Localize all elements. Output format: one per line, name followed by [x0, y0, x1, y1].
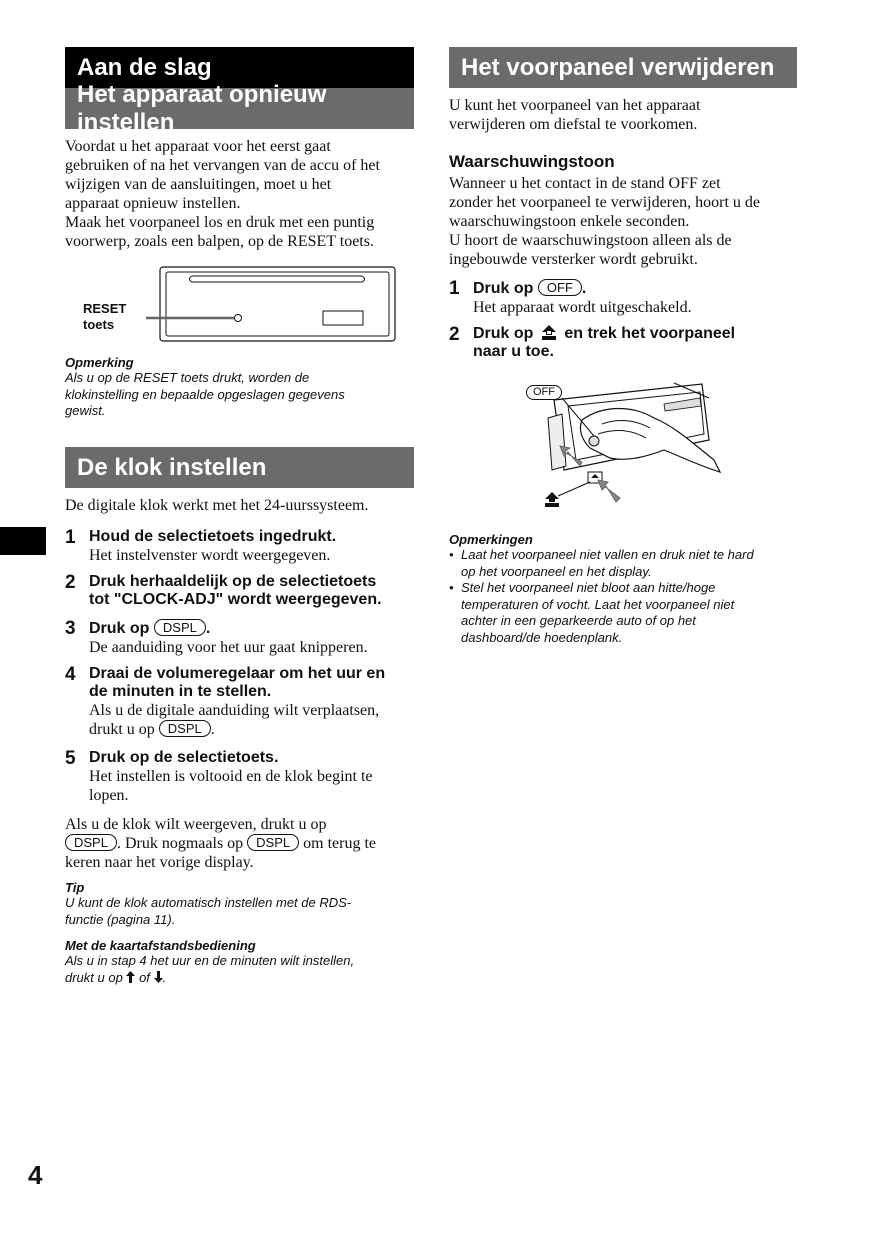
dspl-key: DSPL	[65, 834, 117, 851]
note-bullet-item	[449, 547, 809, 580]
step-number: 5	[65, 748, 76, 769]
step-title	[89, 619, 368, 638]
note-line: temperaturen of vocht. Laat het voorpaneel niet	[461, 596, 735, 612]
text-line: waarschuwingstoon enkele seconden.	[449, 213, 690, 230]
section-header-clock	[65, 447, 414, 488]
step-number: 2	[65, 572, 76, 593]
remote-note	[65, 938, 425, 986]
note-line: U kunt de klok automatisch instellen met de RDS-	[65, 895, 352, 910]
step-number: 3	[65, 618, 76, 639]
punct: .	[210, 721, 215, 738]
punct: .	[205, 620, 211, 637]
note-line	[65, 970, 425, 987]
note-bullet-item	[449, 580, 809, 646]
step-title: Draai de volumeregelaar om het uur en	[89, 665, 386, 682]
warning-heading: Waarschuwingstoon	[449, 152, 615, 171]
note-heading: Tip	[65, 880, 85, 895]
step-body: lopen.	[89, 787, 129, 804]
step-body: Het instellen is voltooid en de klok begint te	[89, 768, 373, 785]
off-key: OFF	[538, 279, 582, 296]
bullet-dot: •	[449, 547, 454, 562]
note-text: of	[139, 969, 150, 985]
text-line: wijzigen van de aansluitingen, moet u het	[65, 176, 332, 193]
reset-figure-label	[83, 301, 126, 333]
off-key: OFF	[526, 385, 562, 400]
remove-step-1	[449, 279, 692, 317]
tip-note	[65, 880, 425, 928]
note-line: Laat het voorpaneel niet vallen en druk niet te hard	[461, 547, 754, 562]
bullet-dot: •	[449, 580, 454, 595]
release-icon	[541, 325, 557, 340]
remove-step-2	[449, 325, 735, 361]
step-title	[473, 325, 735, 343]
arrow-down-icon	[154, 971, 163, 983]
note-line: Als u op de RESET toets drukt, worden de	[65, 370, 310, 385]
note-line: gewist.	[65, 403, 106, 418]
step-body: Het apparaat wordt uitgeschakeld.	[473, 299, 692, 316]
dspl-key: DSPL	[154, 619, 206, 636]
figure-off-key	[526, 383, 562, 401]
step-title-text: Druk op	[473, 280, 534, 297]
section-header-text: Aan de slag	[77, 53, 212, 81]
text-span: . Druk nogmaals op	[116, 835, 244, 852]
step-body: Als u de digitale aanduiding wilt verplaatsen,	[89, 702, 380, 719]
text-line: verwijderen om diefstal te voorkomen.	[449, 116, 698, 133]
step-title	[473, 279, 692, 298]
note-line: klokinstelling en bepaalde opgeslagen gegevens	[65, 386, 345, 402]
warning-text	[449, 174, 809, 269]
step-number: 1	[449, 278, 460, 299]
clock-display-paragraph	[65, 815, 425, 872]
step-body-text: drukt u op	[89, 721, 155, 738]
note-line: Stel het voorpaneel niet bloot aan hitte/hoge	[461, 580, 716, 595]
text-span: om terug te	[303, 835, 377, 852]
dspl-key: DSPL	[159, 720, 211, 737]
remove-intro	[449, 96, 809, 134]
step-title: tot "CLOCK-ADJ" wordt weergegeven.	[89, 591, 382, 608]
section-header-text: Het voorpaneel verwijderen	[461, 53, 775, 81]
clock-step-3	[65, 619, 368, 657]
remove-notes	[449, 532, 809, 646]
step-body: De aanduiding voor het uur gaat knipperen.	[89, 639, 368, 656]
step-title-text: Druk op	[89, 620, 150, 637]
text-line: Maak het voorpaneel los en druk met een puntig	[65, 214, 375, 231]
clock-step-4	[65, 665, 385, 739]
step-body	[89, 720, 385, 739]
text-line: U kunt het voorpaneel van het apparaat	[449, 97, 701, 114]
step-body: Het instelvenster wordt weergegeven.	[89, 547, 331, 564]
note-heading: Opmerking	[65, 355, 134, 370]
note-line: Als u in stap 4 het uur en de minuten wilt instellen,	[65, 953, 355, 968]
step-number: 1	[65, 527, 76, 548]
step-title-text: Druk op	[473, 325, 534, 342]
step-title: naar u toe.	[473, 343, 554, 360]
page-number: 4	[28, 1160, 43, 1190]
text-line: ingebouwde versterker wordt gebruikt.	[449, 251, 698, 268]
note-heading: Met de kaartafstandsbediening	[65, 938, 256, 953]
text-line: gebruiken of na het vervangen van de accu of het	[65, 157, 380, 174]
section-header-reset	[65, 80, 414, 136]
reset-note	[65, 355, 425, 420]
text-line: Wanneer u het contact in de stand OFF zet	[449, 175, 721, 192]
text-line: voorwerp, zoals een balpen, op de RESET toets.	[65, 233, 374, 250]
text-line: apparaat opnieuw instellen.	[65, 195, 241, 212]
reset-button-illustration	[80, 262, 400, 346]
text-line	[65, 834, 425, 853]
dspl-key: DSPL	[247, 834, 299, 851]
step-title: Druk op de selectietoets.	[89, 749, 279, 766]
section-header-text: De klok instellen	[77, 453, 267, 481]
text-line: zonder het voorpaneel te verwijderen, hoort u de	[449, 194, 760, 211]
label-line: RESET	[83, 301, 127, 316]
section-header-text: Het apparaat opnieuw instellen	[77, 80, 327, 136]
step-number: 4	[65, 664, 76, 685]
punct: .	[162, 969, 167, 985]
step-title-text: en trek het voorpaneel	[564, 325, 736, 342]
note-line: op het voorpaneel en het display.	[461, 563, 652, 579]
text-line: U hoort de waarschuwingstoon alleen als de	[449, 232, 732, 249]
label-line: toets	[83, 317, 115, 332]
clock-intro: De digitale klok werkt met het 24-uurssysteem.	[65, 497, 369, 514]
section-header-remove-panel	[449, 47, 797, 88]
punct: .	[581, 280, 587, 297]
clock-step-5	[65, 749, 373, 805]
note-line: achter in een geparkeerde auto of op het	[461, 613, 696, 628]
text-line: Als u de klok wilt weergeven, drukt u op	[65, 816, 327, 833]
note-text: drukt u op	[65, 969, 123, 985]
note-line: functie (pagina 11).	[65, 911, 176, 927]
text-line: keren naar het vorige display.	[65, 854, 254, 871]
arrow-up-icon	[126, 971, 135, 983]
step-title: de minuten in te stellen.	[89, 683, 272, 700]
clock-step-2	[65, 573, 382, 609]
reset-intro	[65, 137, 425, 251]
step-title: Houd de selectietoets ingedrukt.	[89, 528, 337, 545]
text-line: Voordat u het apparaat voor het eerst gaat	[65, 138, 331, 155]
page-tab-marker	[0, 527, 46, 555]
step-number: 2	[449, 324, 460, 345]
note-line: dashboard/de hoedenplank.	[461, 629, 623, 645]
step-title: Druk herhaaldelijk op de selectietoets	[89, 573, 377, 590]
clock-step-1	[65, 528, 336, 565]
note-heading: Opmerkingen	[449, 532, 533, 547]
